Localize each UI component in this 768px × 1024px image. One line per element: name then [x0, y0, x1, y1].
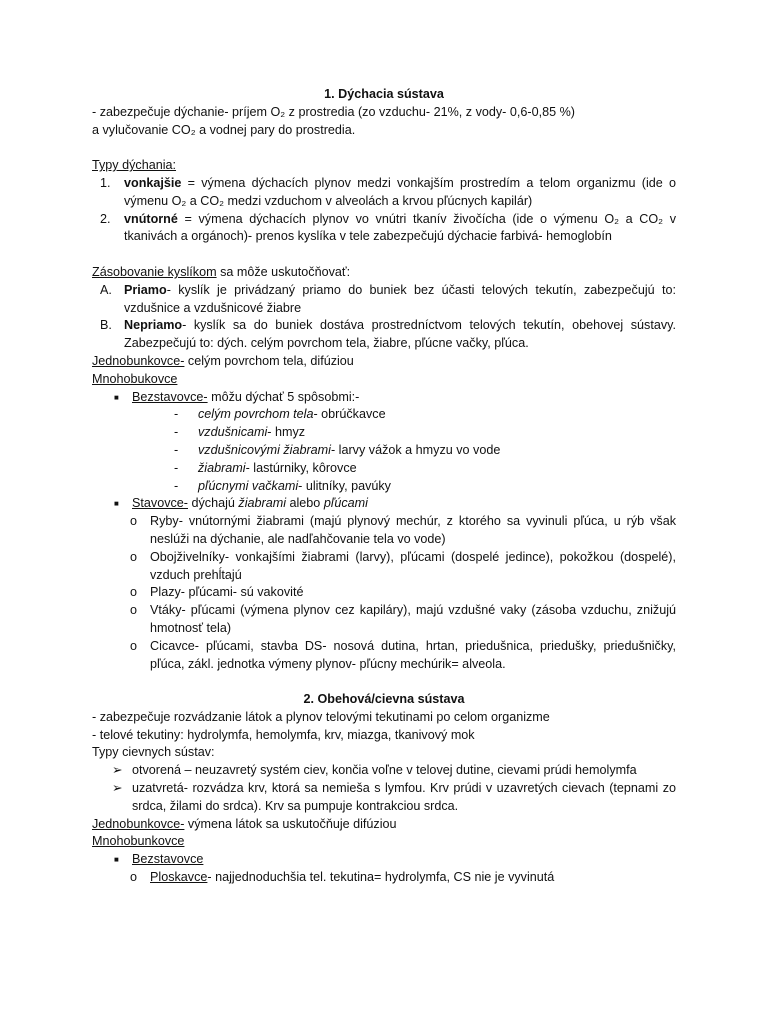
s2-mnohobunkovce-heading: Mnohobunkovce [92, 834, 185, 849]
bez-sub-item: - vzdušnicami- hmyz [92, 424, 676, 442]
dash-bullet-icon: - [174, 407, 179, 422]
circle-bullet-icon: o [130, 585, 138, 600]
dash-bullet-icon: - [174, 425, 179, 440]
stavovce-item: ■ Stavovce- dýchajú žiabrami alebo pľúcami [92, 495, 676, 513]
list-number: 1. [100, 175, 111, 190]
list-number: 2. [100, 211, 111, 226]
section-1-title: 1. Dýchacia sústava [324, 87, 444, 101]
list-letter: A. [100, 282, 112, 297]
circle-bullet-icon: o [130, 549, 138, 564]
circle-bullet-icon: o [130, 638, 138, 653]
stavovce-sub-item: o Cicavce- pľúcami, stavba DS- nosová dutina, hrtan, priedušnica, priedušky, priedušničky, pľúca, zákl. jednotka výmeny plynov- pľúcny mechúrik= alveola. [130, 638, 676, 671]
s2-line-2: - telové tekutiny: hydrolymfa, hemolymfa, krv, miazga, tkanivový mok [92, 727, 475, 742]
s2-jednobunkovce-line: Jednobunkovce- výmena látok sa uskutočňuje difúziou [92, 816, 397, 831]
circle-bullet-icon: o [130, 514, 138, 529]
arrow-bullet-icon: ➢ [112, 781, 123, 796]
typy-dychania-heading: Typy dýchania: [92, 158, 177, 173]
zas-item-b: B. Nepriamo- kyslík sa do buniek dostáva prostredníctvom telových tekutín, obehovej sústavy. Zabezpečujú to: dých. celým povrchom tela, žiabre, pľúcne vačky, pľúca. [100, 318, 676, 351]
bez-sub-item: - vzdušnicovými žiabrami- larvy vážok a hmyzu vo vode [92, 442, 676, 460]
stavovce-sub-item: o Vtáky- pľúcami (výmena plynov cez kapiláry), majú vzdušné vaky (zásoba vzduchu, znižujú hmotnosť tela) [130, 603, 676, 635]
section-2-title: 2. Obehová/cievna sústava [303, 692, 465, 707]
s1-intro-line-2: a vylučovanie CO₂ a vodnej pary do prostredia. [92, 122, 356, 137]
cievna-typ-item: ➢ uzatvretá- rozvádza krv, ktorá sa nemieša s lymfou. Krv prúdi v uzavretých cievach (tepnami zo srdca, žilami do srdca). Krv sa pumpuje kontrakciou srdca. [112, 781, 676, 813]
bez-sub-item: - pľúcnymi vačkami- ulitníky, pavúky [92, 478, 676, 496]
typy-item-2: 2. vnútorné = výmena dýchacích plynov vo vnútri tkanív živočícha (ide o výmenu O₂ a CO₂ v tkanivách a orgánoch)- prenos kyslíka v tele zabezpečujú dýchacie farbivá- hemoglobín [100, 211, 676, 244]
dash-bullet-icon: - [174, 442, 179, 457]
bez-sub-item: - celým povrchom tela- obrúčkavce [92, 406, 676, 424]
bez-sub-item: - žiabrami- lastúrniky, kôrovce [92, 460, 676, 478]
typy-item-1: 1. vonkajšie = výmena dýchacích plynov medzi vonkajším prostredím a telom organizmu (ide o výmenu O₂ a CO₂ medzi vzduchom v alveolách a krvou pľúcnych kapilár) [100, 175, 676, 208]
mnohobunkovce-heading: Mnohobukovce [92, 371, 178, 386]
square-bullet-icon: ■ [114, 499, 119, 509]
stavovce-sub-item: o Obojživelníky- vonkajšími žiabrami (larvy), pľúcami (dospelé jedince), pokožkou (dospelé), vzduch prehĺtajú [130, 549, 676, 582]
stavovce-sub-item: o Plazy- pľúcami- sú vakovité [92, 584, 676, 602]
square-bullet-icon: ■ [114, 392, 119, 402]
s2-bezstavovce-item: ■ Bezstavovce [92, 851, 676, 869]
jednobunkovce-line: Jednobunkovce- celým povrchom tela, difúziou [92, 353, 354, 368]
circle-bullet-icon: o [130, 870, 138, 885]
s1-intro-line-1: - zabezpečuje dýchanie- príjem O₂ z prostredia (zo vzduchu- 21%, z vody- 0,6-0,85 %) [92, 104, 575, 119]
stavovce-sub-item: o Ryby- vnútornými žiabrami (majú plynový mechúr, z ktorého sa vyvinuli pľúca, u rýb však neslúži na dýchanie, ale nadľahčovanie tela vo vode) [130, 514, 676, 546]
list-letter: B. [100, 318, 112, 333]
document-content [92, 86, 676, 887]
zasobovanie-heading: Zásobovanie kyslíkom sa môže uskutočňovať: [92, 264, 351, 279]
ploskavce-item: o Ploskavce- najjednoduchšia tel. tekutina= hydrolymfa, CS nie je vyvinutá [92, 869, 676, 887]
dash-bullet-icon: - [174, 460, 179, 475]
circle-bullet-icon: o [130, 603, 138, 618]
s2-line-3: Typy cievnych sústav: [92, 745, 215, 760]
square-bullet-icon: ■ [114, 855, 119, 865]
zas-item-a: A. Priamo- kyslík je privádzaný priamo do buniek bez účasti telových tekutín, zabezpečujú to: vzdušnice a vzdušnicové žiabre [100, 282, 676, 315]
bezstavovce-item: ■ Bezstavovce- môžu dýchať 5 spôsobmi:- [92, 389, 676, 407]
dash-bullet-icon: - [174, 478, 179, 493]
cievna-typ-item: ➢ otvorená – neuzavretý systém ciev, končia voľne v telovej dutine, cievami prúdi hemolymfa [92, 762, 676, 780]
s2-line-1: - zabezpečuje rozvádzanie látok a plynov telovými tekutinami po celom organizme [92, 709, 550, 724]
arrow-bullet-icon: ➢ [112, 763, 123, 778]
